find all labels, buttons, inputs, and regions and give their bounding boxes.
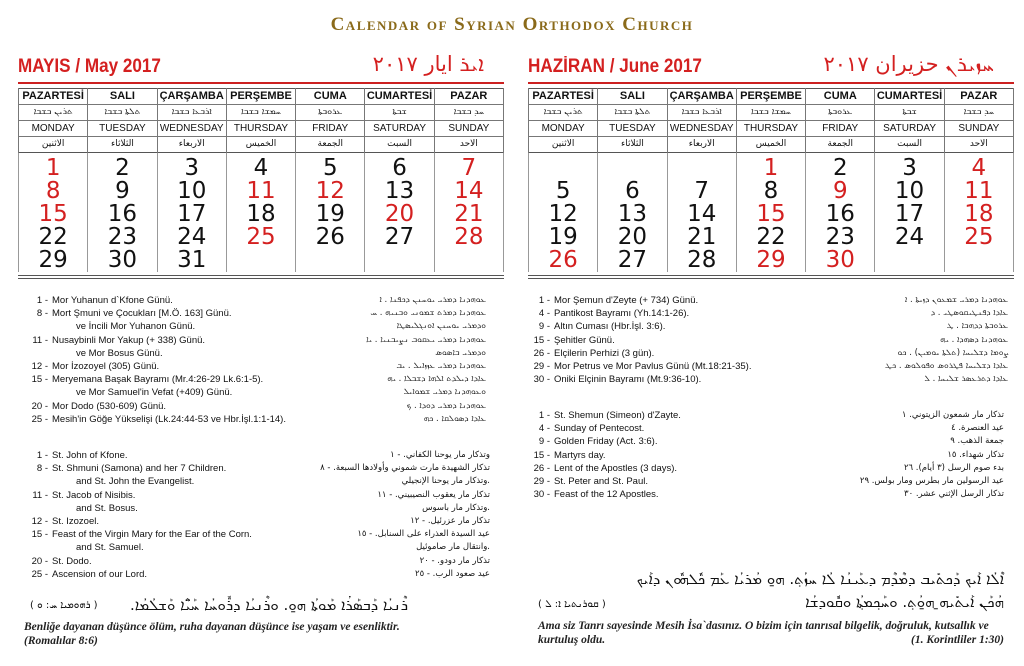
day-cell: 10	[157, 180, 226, 203]
weekday-label-en: SUNDAY	[435, 121, 503, 137]
feast-text-syriac: ܥܐܕܐ ܕܬܪܥܣܪ ܫܠܝܚܐ . ܠ	[924, 374, 1008, 385]
feast-day-number: 8 -	[36, 308, 48, 320]
weekday-label-tr: PERŞEMBE	[737, 88, 805, 105]
feast-row	[28, 541, 328, 554]
weekday-header	[736, 88, 805, 153]
feast-text: Mor Dodo (530-609) Günü.	[52, 400, 167, 412]
day-cell: 30	[88, 249, 157, 272]
feast-text: ve Mor Samuel'in Vefat (+409) Günü.	[76, 387, 233, 399]
day-cell: 26	[529, 249, 598, 272]
weekday-label-ar: الثلاثاء	[88, 137, 156, 153]
feast-text: St. Izozoel.	[52, 515, 99, 527]
weekday-label-ar: الاثنين	[529, 137, 597, 153]
feast-row-arabic: عيد العنصرة. ٤	[951, 423, 1004, 434]
day-cell: 4	[226, 153, 295, 180]
feast-row	[28, 515, 328, 528]
day-cell: 17	[875, 203, 944, 226]
feast-day-number: 11 -	[32, 489, 48, 501]
feast-row-arabic: تذكار الرسل الإثني عشر. ٣٠	[904, 489, 1004, 500]
day-cell	[944, 249, 1013, 272]
feast-row-arabic: تذكار مار شمعون الزيتوني. ١	[901, 410, 1004, 420]
feast-text-syriac: ܥܘܗܕܢܐ ܕܡܪܬ ܫܡܘܢܝ ܘܒܢܝܗ . ܚ	[370, 308, 486, 319]
feast-day-number: 1 -	[538, 295, 550, 306]
day-cell	[434, 249, 503, 272]
feast-row	[28, 462, 328, 475]
calendar-grid	[18, 88, 504, 272]
feast-text: St. Jacob of Nisibis.	[52, 489, 136, 501]
feast-day-number: 1 -	[36, 295, 48, 306]
feast-row	[28, 307, 498, 320]
weekday-label-tr: CUMA	[806, 88, 874, 105]
verse-reference-syriac: ( ܪܗܘܡܝܐ ܚ: ܘ )	[30, 600, 98, 611]
day-cell: 4	[944, 153, 1013, 180]
feast-text-syriac: ܥܐܕܐ ܕܣܘܠܩܐ . ܟܗ	[423, 413, 486, 424]
day-cell	[365, 249, 434, 272]
feast-row	[530, 488, 830, 501]
day-cell: 21	[434, 203, 503, 226]
weekday-label-syr: ܫܒܬܐ	[875, 105, 943, 121]
weekday-label-syr: ܐܪܒܥܐ ܒܫܒܐ	[668, 105, 736, 121]
weekday-label-en: FRIDAY	[806, 121, 874, 137]
feast-row	[28, 373, 498, 386]
feast-text: Lent of the Apostles (3 days).	[554, 462, 678, 474]
weekday-header	[226, 88, 295, 153]
verse-reference-syriac: ( ܩܘܪܢܬܝܐ ܐ: ܠ )	[538, 599, 606, 610]
day-cell: 3	[157, 153, 226, 180]
feast-day-number: 29 -	[533, 475, 550, 487]
feast-day-number: 15 -	[31, 529, 48, 541]
feast-row	[28, 347, 498, 360]
weekday-label-tr: ÇARŞAMBA	[668, 88, 736, 105]
weekday-label-ar: الخميس	[227, 137, 295, 153]
weekday-label-syr: ܚܕ ܒܫܒܐ	[945, 105, 1013, 121]
feast-row	[530, 320, 1010, 333]
day-cell: 5	[296, 153, 365, 180]
feast-day-number: 11 -	[32, 334, 48, 346]
feast-text-syriac: ܥܘܗܕܢܐ ܕܣܗܕܐ . ܝܗ	[940, 334, 1008, 345]
weekday-label-tr: CUMA	[296, 88, 364, 105]
day-cell: 18	[944, 203, 1013, 226]
feast-row	[530, 307, 1010, 320]
day-cell: 5	[529, 180, 598, 203]
feast-list-turkish	[530, 294, 1010, 386]
feast-row-arabic: تذكار الشهيدة مارت شموني وأولادها السبعة. - ٨	[320, 463, 490, 474]
feast-text-syriac: ܥܘܗܕܢܐ ܕܡܪܝ ܝܥܩܘܒ ܢܨܝܒܢܝܐ . ܝܐ	[366, 334, 486, 345]
day-cell: 26	[296, 226, 365, 249]
day-cell: 6	[598, 180, 667, 203]
weekday-header	[667, 88, 736, 153]
feast-day-number: 9 -	[538, 436, 550, 448]
weekday-label-tr: PERŞEMBE	[227, 88, 295, 105]
weekday-label-tr: PAZARTESİ	[19, 88, 87, 105]
weekday-label-tr: SALI	[598, 88, 666, 105]
feast-text: St. Shemun (Simeon) d'Zayte.	[554, 410, 681, 421]
feast-text: Mesih'in Göğe Yükselişi (Lk.24:44-53 ve Hbr.İşl.1:1-14).	[52, 413, 286, 425]
feast-text: St. John of Kfone.	[52, 450, 128, 461]
feast-text: Feast of the 12 Apostles.	[554, 489, 659, 501]
feast-row	[530, 422, 830, 435]
day-cell: 16	[88, 203, 157, 226]
day-cell: 8	[19, 180, 88, 203]
feast-row-arabic: جمعة الذهب. ٩	[950, 436, 1004, 447]
weekday-label-ar: الاربعاء	[668, 137, 736, 153]
weekday-label-en: FRIDAY	[296, 121, 364, 137]
feast-day-number: 4 -	[538, 308, 550, 320]
day-cell: 19	[296, 203, 365, 226]
weekday-label-en: TUESDAY	[598, 121, 666, 137]
feast-day-number: 26 -	[533, 347, 550, 359]
feast-row	[28, 294, 498, 307]
feast-text-syriac: ܥܘܗܕܢܐ ܕܡܪܝ ܫܡܥܘܢ ܕܙܝܬܐ . ܐ	[904, 295, 1008, 305]
weekday-label-ar: السبت	[365, 137, 433, 153]
feast-text: Sunday of Pentecost.	[554, 423, 645, 435]
day-cell	[598, 153, 667, 180]
feast-row	[28, 555, 328, 568]
feast-text: Mort Şmuni ve Çocukları [M.Ö. 163] Günü.	[52, 308, 232, 320]
weekday-label-en: SATURDAY	[875, 121, 943, 137]
day-cell: 22	[736, 226, 805, 249]
feast-row-arabic: تذكار مار يعقوب النصيبيني. - ١١	[377, 489, 490, 500]
weekday-label-ar: الجمعة	[806, 137, 874, 153]
feast-text-syriac: ܘܕܡܪܝ ܝܘܚܢܢ ܐܘܢܓܠܝܣܛܐ	[396, 321, 486, 332]
day-cell: 2	[88, 153, 157, 180]
feast-text: ve İncili Mor Yuhanon Günü.	[76, 321, 196, 333]
weekday-label-syr: ܬܠܬܐ ܒܫܒܐ	[598, 105, 666, 121]
feast-row	[28, 320, 498, 333]
feast-text-syriac: ܨܘܡܐ ܕܫܠܝܚܐ (ܬܠܬܐ ܝܘܡܝܢ) . ܟܘ	[897, 347, 1008, 358]
weekday-label-tr: ÇARŞAMBA	[158, 88, 226, 105]
feast-text: Feast of the Virgin Mary for the Ear of the Corn.	[52, 529, 252, 541]
feast-text: Nusaybinli Mor Yakup (+ 338) Günü.	[52, 334, 206, 346]
feast-text: Mor Petrus ve Mor Pavlus Günü (Mt.18:21-35).	[554, 360, 752, 372]
weekday-header	[806, 88, 875, 153]
feast-row	[530, 360, 1010, 373]
feast-row	[28, 502, 328, 515]
weekday-label-syr: ܫܒܬܐ	[365, 105, 433, 121]
day-cell: 15	[736, 203, 805, 226]
feast-text: and St. John the Evangelist.	[76, 476, 195, 488]
day-cell: 25	[944, 226, 1013, 249]
feast-row	[28, 568, 328, 581]
day-cell: 14	[434, 180, 503, 203]
feast-day-number: 8 -	[36, 463, 48, 475]
weekday-label-ar: الثلاثاء	[598, 137, 666, 153]
feast-row-arabic: تذكار مار عزرئيل. - ١٢	[410, 515, 490, 526]
day-cell: 16	[806, 203, 875, 226]
day-cell: 23	[88, 226, 157, 249]
day-cell: 8	[736, 180, 805, 203]
feast-text: Mor Şemun d'Zeyte (+ 734) Günü.	[554, 295, 699, 306]
month-name: MAYIS / May 2017	[18, 56, 161, 77]
feast-list-arabic	[300, 449, 490, 581]
month-block-june	[528, 50, 1014, 279]
day-cell: 29	[736, 249, 805, 272]
day-cell	[226, 249, 295, 272]
weekday-label-ar: الاثنين	[19, 137, 87, 153]
feast-text: Mor İzozoyel (305) Günü.	[52, 360, 160, 372]
day-cell: 30	[806, 249, 875, 272]
calendar-title: Calendar of Syrian Orthodox Church	[330, 14, 694, 35]
feast-day-number: 4 -	[538, 423, 550, 435]
feast-row	[28, 475, 328, 488]
feast-day-number: 9 -	[538, 321, 550, 333]
feast-row	[28, 334, 498, 347]
day-cell: 19	[529, 226, 598, 249]
feast-day-number: 30 -	[533, 374, 550, 386]
day-cell: 12	[296, 180, 365, 203]
weekday-label-en: WEDNESDAY	[668, 121, 736, 137]
day-cell	[296, 249, 365, 272]
feast-text-syriac: ܥܘܗܕܢܐ ܕܡܪܝ ܥܙܙܐܝܠ . ܝܒ	[396, 360, 486, 371]
month-name-syriac-arabic: ܚܙܝܪܢ حزيران ٢٠١٧	[823, 52, 994, 76]
feast-day-number: 1 -	[36, 450, 48, 461]
feast-day-number: 15 -	[533, 449, 550, 461]
feast-text: Elçilerin Perhizi (3 gün).	[554, 347, 655, 359]
feast-row-arabic: تذكار مار دودو. - ٢٠	[419, 555, 490, 566]
weekday-header	[19, 88, 88, 153]
day-cell	[529, 153, 598, 180]
feast-row	[530, 462, 830, 475]
feast-row-arabic: وتذكار مار يوحنا الكفاني. - ١	[390, 450, 490, 460]
feast-row-arabic: وتذكار مار باسوس.	[422, 502, 490, 513]
feast-day-number: 25 -	[31, 568, 48, 580]
day-cell	[875, 249, 944, 272]
weekday-label-en: WEDNESDAY	[158, 121, 226, 137]
day-cell: 11	[944, 180, 1013, 203]
feast-text-syriac: ܥܐܕܐ ܕܦܢܛܝܩܘܣܛܝ . ܕ	[930, 308, 1008, 319]
verse-turkish: Ama siz Tanrı sayesinde Mesih İsa`dasınız. O bizim için tanrısal bilgelik, doğruluk, kutsallık ve kurtuluş oldu.	[538, 620, 989, 646]
weekday-label-tr: CUMARTESİ	[875, 88, 943, 105]
weekday-label-en: MONDAY	[529, 121, 597, 137]
feast-text: Meryemana Başak Bayramı (Mr.4:26-29 Lk.6:1-5).	[52, 374, 264, 386]
feast-day-number: 25 -	[31, 413, 48, 425]
feast-day-number: 26 -	[533, 462, 550, 474]
day-cell: 21	[667, 226, 736, 249]
feast-row	[530, 347, 1010, 360]
weekday-label-tr: CUMARTESİ	[365, 88, 433, 105]
month-header	[18, 50, 504, 84]
weekday-label-tr: PAZARTESİ	[529, 88, 597, 105]
feast-day-number: 15 -	[533, 334, 550, 346]
day-cell: 10	[875, 180, 944, 203]
day-cell: 24	[875, 226, 944, 249]
feast-list-english	[530, 409, 830, 501]
day-cell: 23	[806, 226, 875, 249]
weekday-header	[944, 88, 1013, 153]
feast-text: Şehitler Günü.	[554, 334, 615, 346]
verse-syriac-line2: ܗܳܟܰܢ ܐܰܝܬܺܝܗ̱ ܗ̱ܘܳܬ݂. ܘܚܰܟ݂ܡܬ݂ܳܐ ܘܩܽܘܕܫܳܐ	[805, 593, 1004, 611]
feast-row	[28, 489, 328, 502]
feast-row	[28, 413, 498, 426]
weekday-label-syr: ܬܠܬܐ ܒܫܒܐ	[88, 105, 156, 121]
day-cell: 1	[19, 153, 88, 180]
feast-text: Mor Yuhanun d`Kfone Günü.	[52, 295, 173, 306]
weekday-label-syr: ܐܪܒܥܐ ܒܫܒܐ	[158, 105, 226, 121]
feast-row-arabic: بدء صوم الرسل (٣ أيام). ٢٦	[903, 462, 1004, 473]
day-cell: 2	[806, 153, 875, 180]
feast-row	[530, 449, 830, 462]
feast-row-arabic: عيد السيدة العذراء على السنابل. - ١٥	[357, 529, 490, 540]
weekday-label-syr: ܬܪܝܢ ܒܫܒܐ	[529, 105, 597, 121]
feast-day-number: 15 -	[31, 374, 48, 386]
feast-text: St. Dodo.	[52, 555, 92, 567]
weekday-label-syr: ܚܡܫܐ ܒܫܒܐ	[227, 105, 295, 121]
month-block-may	[18, 50, 504, 279]
feast-text: Martyrs day.	[554, 449, 606, 461]
weekday-label-ar: الاحد	[435, 137, 503, 153]
day-cell: 12	[529, 203, 598, 226]
feast-day-number: 20 -	[31, 555, 48, 567]
feast-row-arabic: عيد صعود الرب. - ٢٥	[415, 568, 490, 579]
feast-row-arabic: عيد الرسولين مار بطرس ومار بولس. ٢٩	[859, 475, 1004, 486]
feast-day-number: 20 -	[31, 400, 48, 412]
feast-text: St. Peter and St. Paul.	[554, 475, 648, 487]
weekday-label-en: MONDAY	[19, 121, 87, 137]
day-cell: 24	[157, 226, 226, 249]
weekday-label-en: THURSDAY	[737, 121, 805, 137]
feast-day-number: 12 -	[31, 515, 48, 527]
feast-row	[28, 449, 328, 462]
feast-text-syriac: ܥܪܘܒܬܐ ܕܕܗܒܐ . ܛ	[946, 321, 1008, 332]
day-cell: 27	[365, 226, 434, 249]
day-cell: 28	[667, 249, 736, 272]
feast-row	[530, 373, 1010, 386]
feast-day-number: 29 -	[533, 360, 550, 372]
feast-row	[530, 435, 830, 448]
day-cell: 15	[19, 203, 88, 226]
feast-text: and St. Bosus.	[76, 502, 138, 514]
day-cell: 9	[806, 180, 875, 203]
feast-day-number: 1 -	[538, 410, 550, 421]
divider	[18, 275, 504, 279]
weekday-label-syr: ܥܪܘܒܬܐ	[806, 105, 874, 121]
weekday-label-syr: ܚܡܫܐ ܒܫܒܐ	[737, 105, 805, 121]
weekday-label-en: TUESDAY	[88, 121, 156, 137]
feast-day-number: 12 -	[31, 360, 48, 372]
weekday-label-syr: ܚܕ ܒܫܒܐ	[435, 105, 503, 121]
weekday-header	[296, 88, 365, 153]
weekday-label-ar: الخميس	[737, 137, 805, 153]
feast-text-syriac: ܘܥܘܗܕܢܐ ܕܡܪܝ ܫܡܘܐܝܠ	[403, 387, 486, 398]
feast-text-syriac: ܥܘܗܕܢܐ ܕܡܪܝ ܝܘܚܢܢ ܕܟܦܢܐ . ܐ	[379, 295, 486, 305]
feast-row	[530, 334, 1010, 347]
feast-text: Pantikost Bayramı (Yh.14:1-26).	[554, 308, 690, 320]
feast-text-syriac: ܥܘܗܕܢܐ ܕܡܪܝ ܕܘܕܐ . ܟ	[406, 400, 486, 411]
weekday-label-syr: ܬܪܝܢ ܒܫܒܐ	[19, 105, 87, 121]
verse-syriac: ܪܶܢܝܳܐ ܕܰܒܣܰܪܳܐ ܡܰܘܬܳܐ ܗ̱ܘ. ܘܪܶܢܝܳܐ ܕܪܽܘܚܳܐ ܚܰܝ̈ܶܐ ܘܰܫܠܳܡܳܐ.	[130, 596, 408, 614]
feast-text-syriac: ܥܐܕܐ ܕܝܠܕܬ ܐܠܗܐ ܕܫܒܠܐ . ܝܗ	[387, 374, 486, 385]
day-cell: 29	[19, 249, 88, 272]
day-cell: 17	[157, 203, 226, 226]
weekday-header	[875, 88, 944, 153]
feast-text-syriac: ܥܐܕܐ ܕܫܠܝܚܐ ܦܛܪܘܣ ܘܦܘܠܘܣ . ܟܛ	[885, 360, 1008, 371]
month-name: HAZİRAN / June 2017	[528, 56, 702, 77]
weekday-header	[365, 88, 434, 153]
weekday-header	[88, 88, 157, 153]
weekday-label-tr: SALI	[88, 88, 156, 105]
day-cell: 27	[598, 249, 667, 272]
weekday-label-ar: الاحد	[945, 137, 1013, 153]
weekday-header	[434, 88, 503, 153]
divider	[528, 275, 1014, 279]
weekday-label-en: SATURDAY	[365, 121, 433, 137]
day-cell: 7	[667, 180, 736, 203]
feast-row-arabic: وتذكار مار يوحنا الإنجيلي.	[401, 476, 490, 487]
weekday-label-ar: الاربعاء	[158, 137, 226, 153]
weekday-label-ar: الجمعة	[296, 137, 364, 153]
day-cell: 13	[365, 180, 434, 203]
day-cell: 18	[226, 203, 295, 226]
weekday-label-tr: PAZAR	[945, 88, 1013, 105]
verse-syriac-line1: ܐܶܠܳܐ ܐܰܝܟ ܕܰܟܬܺܝܒ ܕܡܶܕܶܡ ܕܥܰܝܢܳܐ ܠܳܐ ܚܙܳܬ݂. ܗ̱ܘ ܡܳܪܝܳܐ ܥܰܡ ܟܽܠܗܽܘܢ ܕܐܰܝܟ	[636, 570, 1004, 588]
feast-row	[530, 475, 830, 488]
feast-row	[530, 294, 1010, 307]
feast-text: Oniki Elçinin Bayramı (Mt.9:36-10).	[554, 374, 702, 386]
feast-row	[28, 360, 498, 373]
feast-text-syriac: ܘܕܡܪܝ ܒܐܣܘܣ	[435, 347, 486, 358]
day-cell: 11	[226, 180, 295, 203]
feast-text: St. Shmuni (Samona) and her 7 Children.	[52, 463, 227, 475]
feast-text: ve Mor Bosus Günü.	[76, 347, 163, 359]
feast-row-arabic: وانتقال مار صاموئيل.	[416, 542, 490, 553]
day-cell: 9	[88, 180, 157, 203]
feast-text: Ascension of our Lord.	[52, 568, 148, 580]
day-cell: 31	[157, 249, 226, 272]
weekday-label-en: SUNDAY	[945, 121, 1013, 137]
weekday-label-tr: PAZAR	[435, 88, 503, 105]
day-cell: 20	[598, 226, 667, 249]
day-cell: 14	[667, 203, 736, 226]
day-cell: 28	[434, 226, 503, 249]
feast-row	[28, 386, 498, 399]
feast-row	[28, 400, 498, 413]
day-cell: 1	[736, 153, 805, 180]
weekday-label-syr: ܥܪܘܒܬܐ	[296, 105, 364, 121]
feast-list-turkish	[28, 294, 498, 426]
day-cell	[667, 153, 736, 180]
day-cell: 13	[598, 203, 667, 226]
weekday-header	[598, 88, 667, 153]
feast-text: Golden Friday (Act. 3:6).	[554, 436, 658, 448]
verse-turkish: Benliğe dayanan düşünce ölüm, ruha dayanan düşünce ise yaşam ve esenliktir. (Romalılar 8:6)	[24, 621, 400, 647]
feast-text: Altın Cuması (Hbr.İşl. 3:6).	[554, 321, 666, 333]
day-cell: 22	[19, 226, 88, 249]
month-name-syriac-arabic: ܐܝܪ ايار ٢٠١٧	[372, 52, 484, 76]
day-cell: 6	[365, 153, 434, 180]
weekday-header	[157, 88, 226, 153]
day-cell: 3	[875, 153, 944, 180]
weekday-header	[529, 88, 598, 153]
weekday-label-ar: السبت	[875, 137, 943, 153]
feast-day-number: 30 -	[533, 489, 550, 501]
verse-turkish-reference: (1. Korintliler 1:30)	[911, 634, 1004, 646]
feast-row-arabic: تذكار شهداء. ١٥	[947, 449, 1004, 460]
weekday-label-en: THURSDAY	[227, 121, 295, 137]
day-cell: 25	[226, 226, 295, 249]
feast-row	[530, 409, 830, 422]
feast-list-english	[28, 449, 328, 581]
feast-text: and St. Samuel.	[76, 542, 144, 554]
feast-list-arabic	[790, 409, 1004, 501]
month-header	[528, 50, 1014, 84]
day-cell: 7	[434, 153, 503, 180]
feast-row	[28, 528, 328, 541]
day-cell: 20	[365, 203, 434, 226]
calendar-grid	[528, 88, 1014, 272]
